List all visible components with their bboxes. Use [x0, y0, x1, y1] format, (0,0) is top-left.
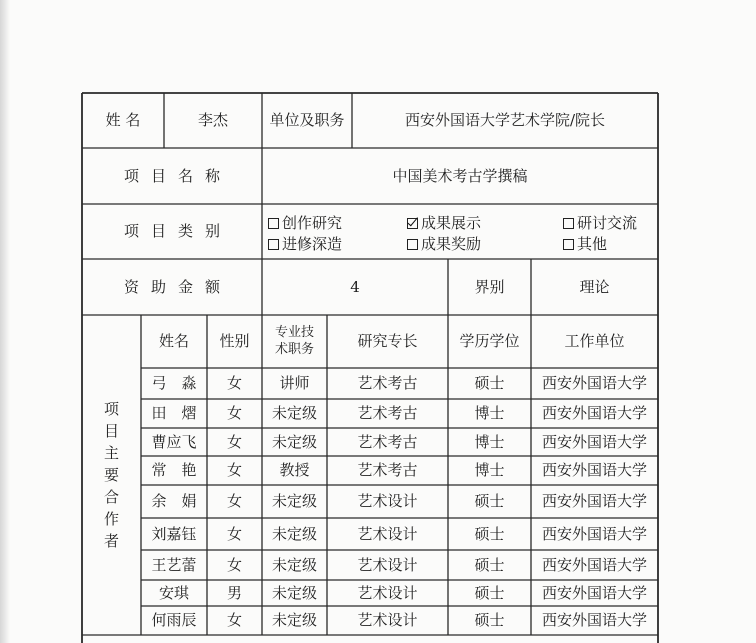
cell-title: 教授: [279, 461, 310, 480]
cell-employer: 西安外国语大学: [541, 461, 647, 480]
cell-gender: 女: [226, 374, 242, 393]
name-value: 李杰: [197, 111, 228, 130]
cell-specialty: 艺术考古: [357, 432, 418, 451]
unit-label: 单位及职务: [269, 111, 345, 130]
cell-specialty: 艺术设计: [357, 492, 418, 511]
cell-name: 刘嘉钰: [151, 524, 197, 543]
column-header-employer: 工作单位: [564, 332, 625, 351]
cell-gender: 女: [226, 432, 242, 451]
funding-value: 4: [350, 277, 360, 296]
option-result-award[interactable]: 成果奖励: [407, 233, 481, 254]
cell-name: 安琪: [158, 583, 189, 602]
cell-gender: 女: [226, 461, 242, 480]
checked-checkbox-icon[interactable]: [407, 218, 418, 229]
field-value: 理论: [579, 277, 610, 296]
cell-employer: 西安外国语大学: [541, 432, 647, 451]
cell-employer: 西安外国语大学: [541, 492, 647, 511]
cell-degree: 硕士: [474, 583, 505, 602]
cell-specialty: 艺术考古: [357, 374, 418, 393]
cell-specialty: 艺术设计: [357, 583, 418, 602]
cell-title: 未定级: [271, 583, 317, 602]
cell-gender: 女: [226, 492, 242, 511]
cell-degree: 硕士: [474, 492, 505, 511]
funding-label: 资助金额: [123, 277, 232, 296]
cell-gender: 男: [226, 583, 242, 602]
option-seminar-exchange[interactable]: 研讨交流: [563, 212, 637, 233]
project-name-value: 中国美术考古学撰稿: [392, 166, 528, 185]
cell-gender: 女: [226, 404, 242, 423]
cell-name: 曹应飞: [151, 432, 197, 451]
cell-title: 讲师: [279, 374, 310, 393]
cell-specialty: 艺术考古: [357, 461, 418, 480]
cell-name: 余 娟: [151, 492, 197, 511]
option-further-study[interactable]: 进修深造: [268, 233, 342, 254]
cell-degree: 博士: [474, 432, 505, 451]
cell-title: 未定级: [271, 555, 317, 574]
cell-degree: 硕士: [474, 611, 505, 630]
cell-degree: 硕士: [474, 524, 505, 543]
cell-degree: 硕士: [474, 555, 505, 574]
cell-title: 未定级: [271, 524, 317, 543]
checkbox-icon[interactable]: [268, 218, 279, 229]
cell-specialty: 艺术考古: [357, 404, 418, 423]
column-header-name: 姓名: [158, 332, 189, 351]
cell-title: 未定级: [271, 432, 317, 451]
cell-employer: 西安外国语大学: [541, 404, 647, 423]
project-name-label: 项目名称: [123, 166, 232, 185]
cell-name: 田 熠: [151, 404, 197, 423]
cell-specialty: 艺术设计: [357, 524, 418, 543]
column-header-gender: 性别: [219, 332, 250, 351]
field-label: 界别: [474, 277, 505, 296]
checkbox-icon[interactable]: [563, 239, 574, 250]
cell-specialty: 艺术设计: [357, 611, 418, 630]
checkbox-icon[interactable]: [407, 239, 418, 250]
cell-degree: 博士: [474, 461, 505, 480]
cell-degree: 博士: [474, 404, 505, 423]
cell-employer: 西安外国语大学: [541, 611, 647, 630]
cell-name: 弓 淼: [151, 374, 197, 393]
cell-name: 王艺蕾: [151, 555, 197, 574]
cell-gender: 女: [226, 555, 242, 574]
cell-title: 未定级: [271, 611, 317, 630]
cell-title: 未定级: [271, 404, 317, 423]
cell-name: 何雨辰: [151, 611, 197, 630]
cell-employer: 西安外国语大学: [541, 555, 647, 574]
name-label: 姓 名: [105, 111, 141, 130]
unit-value: 西安外国语大学艺术学院/院长: [404, 111, 606, 130]
cell-employer: 西安外国语大学: [541, 583, 647, 602]
collaborators-section-label: 项 目 主 要 合 作 者: [103, 400, 119, 550]
option-result-exhibition[interactable]: 成果展示: [407, 212, 481, 233]
cell-gender: 女: [226, 524, 242, 543]
option-other[interactable]: 其他: [563, 233, 607, 254]
column-header-specialty: 研究专长: [357, 332, 418, 351]
column-header-degree: 学历学位: [459, 332, 520, 351]
column-header-title: 专业技 术职务: [274, 325, 314, 357]
cell-degree: 硕士: [474, 374, 505, 393]
cell-employer: 西安外国语大学: [541, 524, 647, 543]
cell-title: 未定级: [271, 492, 317, 511]
cell-specialty: 艺术设计: [357, 555, 418, 574]
checkbox-icon[interactable]: [268, 239, 279, 250]
cell-employer: 西安外国语大学: [541, 374, 647, 393]
cell-name: 常 艳: [151, 461, 197, 480]
project-type-label: 项目类别: [123, 222, 232, 241]
cell-gender: 女: [226, 611, 242, 630]
checkbox-icon[interactable]: [563, 218, 574, 229]
option-creative-research[interactable]: 创作研究: [268, 212, 342, 233]
